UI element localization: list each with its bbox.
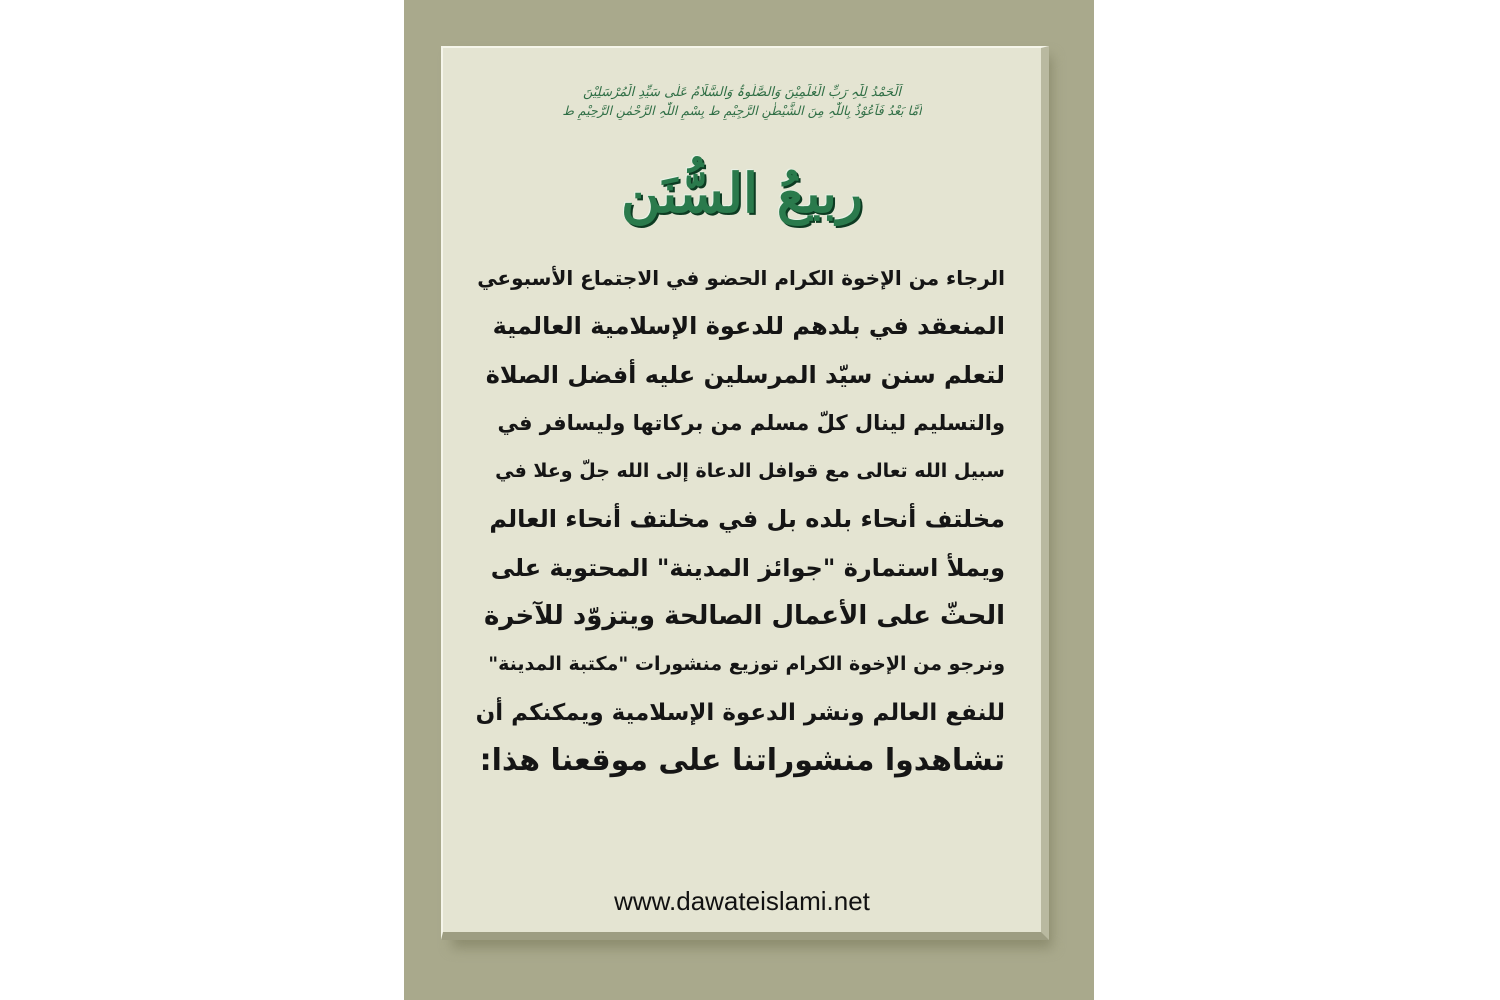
bismillah-header bbox=[443, 84, 1041, 120]
body-line: ونرجو من الإخوة الكرام توزيع منشورات "مكتبة المدينة" bbox=[488, 653, 1005, 676]
header-line-1: اَلْحَمْدُ لِلّٰہِ رَبِّ الْعٰلَمِیْنَ وَالصَّلٰوۃُ وَالسَّلَامُ عَلٰی سَیِّدِ الْمُرْسَلِیْنَ bbox=[582, 85, 902, 100]
calligraphy-title: ربيعُ السُّنَن bbox=[621, 161, 863, 225]
website-url: www.dawateislami.net bbox=[614, 886, 870, 916]
body-line: مخلتف أنحاء بلده بل في مخلتف أنحاء العالم bbox=[489, 505, 1005, 534]
body-line: الحثّ على الأعمال الصالحة ويتزوّد للآخرة bbox=[484, 601, 1005, 632]
body-line: والتسليم لينال كلّ مسلم من بركاتها وليسافر في bbox=[497, 410, 1005, 435]
header-line-2: اَمَّا بَعْدُ فَاَعُوْذُ بِاللّٰہِ مِنَ الشَّیْطٰنِ الرَّجِیْمِ ط بِسْمِ اللّٰہِ الرَّحْمٰنِ الرَّحِیْمِ ط bbox=[562, 103, 922, 118]
notice-card bbox=[441, 46, 1049, 940]
body-line: المنعقد في بلدهم للدعوة الإسلامية العالمية bbox=[492, 312, 1005, 341]
body-line: سبيل الله تعالى مع قوافل الدعاة إلى الله جلّ وعلا في bbox=[495, 460, 1005, 483]
body-line: للنفع العالم ونشر الدعوة الإسلامية ويمكنكم أن bbox=[475, 699, 1005, 726]
body-line: تشاهدوا منشوراتنا على موقعنا هذا: bbox=[479, 742, 1005, 778]
notice-body bbox=[475, 254, 1005, 785]
body-line: لتعلم سنن سيّد المرسلين عليه أفضل الصلاة bbox=[485, 360, 1005, 389]
body-line: ويملأ استمارة "جوائز المدينة" المحتوية على bbox=[490, 553, 1005, 582]
body-line: الرجاء من الإخوة الكرام الحضو في الاجتماع الأسبوعي bbox=[477, 266, 1005, 290]
